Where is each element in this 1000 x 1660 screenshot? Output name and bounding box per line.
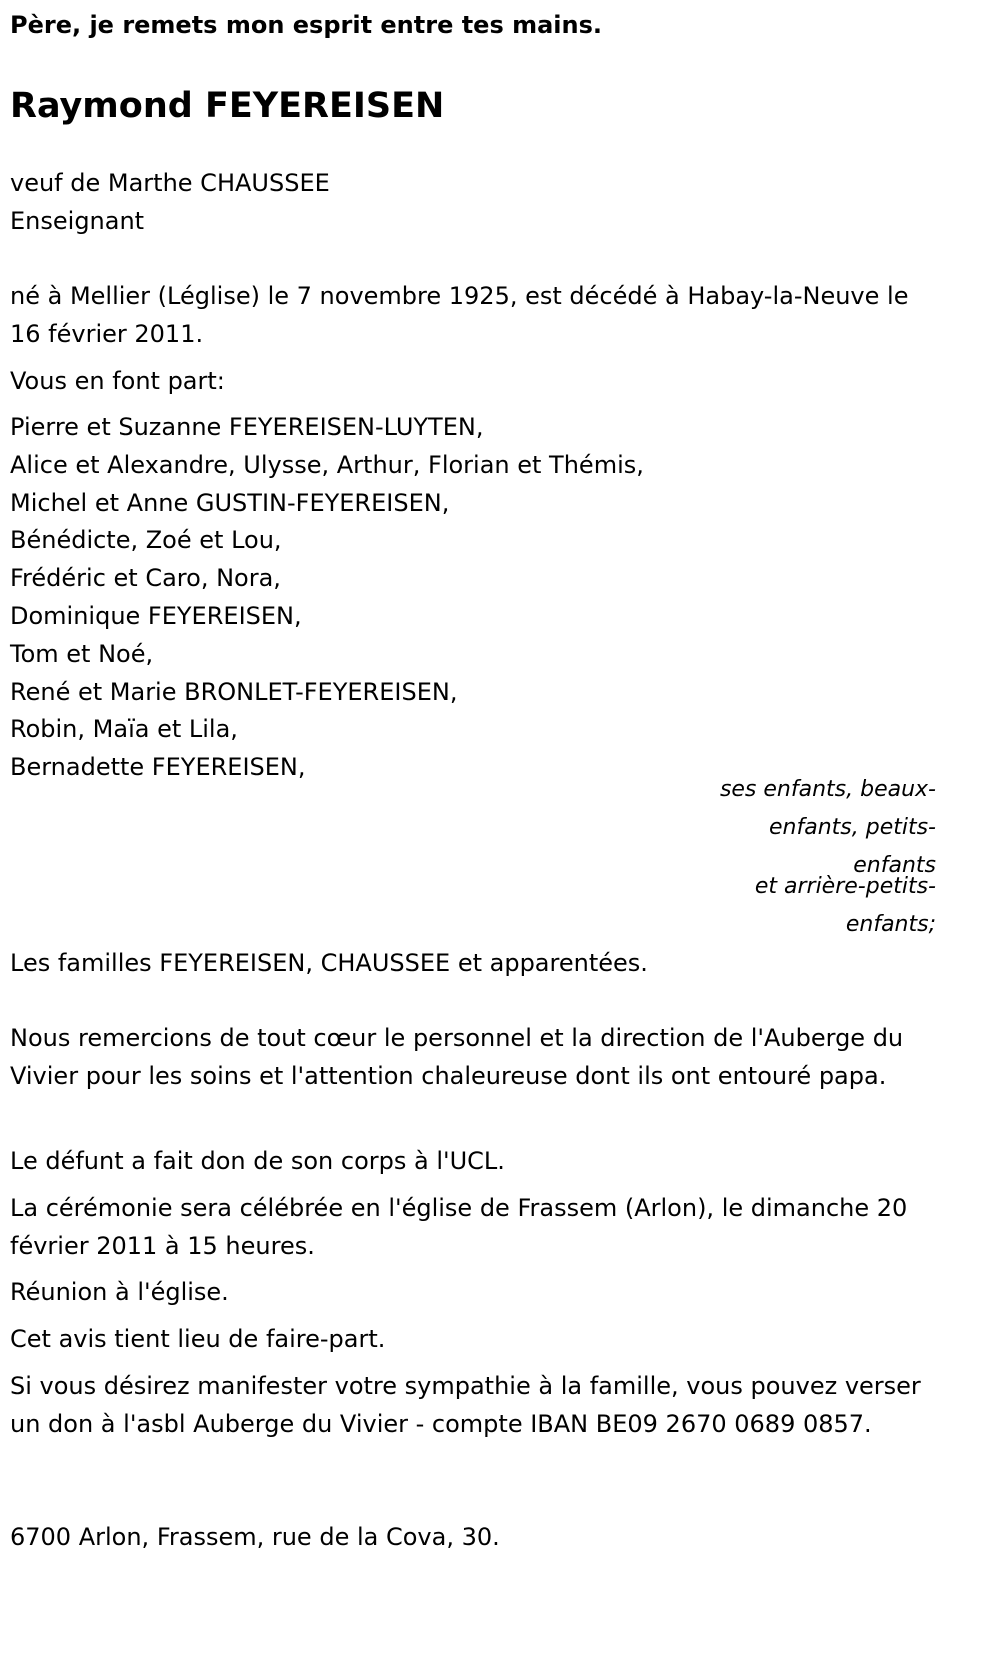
family-member: René et Marie BRONLET-FEYEREISEN, <box>10 677 458 706</box>
family-member: Bernadette FEYEREISEN, <box>10 753 306 782</box>
families-line: Les familles FEYEREISEN, CHAUSSEE et apparentées. <box>10 949 648 977</box>
address-line: 6700 Arlon, Frassem, rue de la Cova, 30. <box>10 1523 500 1551</box>
family-member: Bénédicte, Zoé et Lou, <box>10 526 282 555</box>
ceremony-paragraph: La cérémonie sera célébrée en l'église de Frassem (Arlon), le dimanche 20 février 2011 à 15 heures. <box>10 1194 908 1260</box>
family-member: Pierre et Suzanne FEYEREISEN-LUYTEN, <box>10 413 484 441</box>
epigraph: Père, je remets mon esprit entre tes mains. <box>10 11 603 39</box>
thanks-paragraph: Nous remercions de tout cœur le personnel et la direction de l'Auberge du Vivier pour les soins et l'attention chaleureuse dont ils ont entouré papa. <box>10 1024 904 1090</box>
family-member: Tom et Noé, <box>10 639 154 668</box>
family-member: Alice et Alexandre, Ulysse, Arthur, Florian et Thémis, <box>10 450 644 479</box>
relation-line: et arrière-petits- <box>754 874 936 899</box>
spouse-line: veuf de Marthe CHAUSSEE <box>10 169 330 197</box>
birth-death-line-1: né à Mellier (Léglise) le 7 novembre 1925, est décédé à Habay-la-Neuve le <box>10 282 909 310</box>
family-member: Michel et Anne GUSTIN-FEYEREISEN, <box>10 488 450 517</box>
sympathy-paragraph: Si vous désirez manifester votre sympathie à la famille, vous pouvez verser un don à l'asbl Auberge du Vivier - compte IBAN BE09 2670 0689 0857. <box>10 1372 921 1438</box>
profession: Enseignant <box>10 207 145 235</box>
deceased-name: Raymond FEYEREISEN <box>10 86 445 126</box>
family-member: Robin, Maïa et Lila, <box>10 715 238 744</box>
family-members-list <box>10 409 644 787</box>
relation-line: enfants <box>853 853 936 878</box>
family-member: Dominique FEYEREISEN, <box>10 601 302 630</box>
relation-line: enfants; <box>845 912 936 937</box>
announce-line: Vous en font part: <box>10 367 225 395</box>
birth-death-line-2: 16 février 2011. <box>10 320 204 348</box>
relation-line: ses enfants, beaux- <box>719 777 936 802</box>
body-donation-line: Le défunt a fait don de son corps à l'UCL. <box>10 1147 505 1175</box>
family-member: Frédéric et Caro, Nora, <box>10 564 281 593</box>
meeting-line: Réunion à l'église. <box>10 1278 229 1306</box>
notice-note: Cet avis tient lieu de faire-part. <box>10 1325 386 1353</box>
relation-line: enfants, petits- <box>769 815 936 840</box>
